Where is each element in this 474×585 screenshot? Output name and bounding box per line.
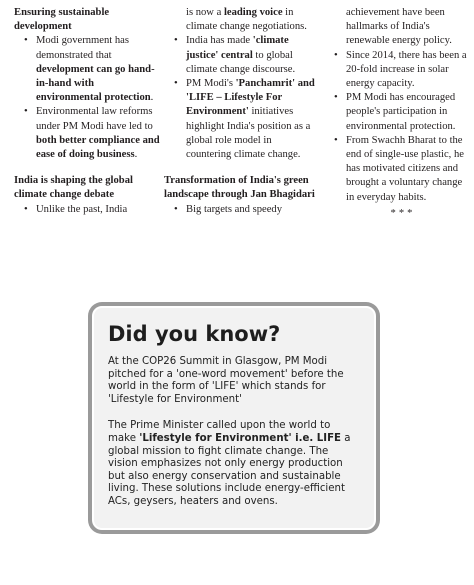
bullet-unlike-past-continued: is now a leading voice in climate change negotiations. [186, 7, 307, 33]
bullet-development-protection: • Modi government has demonstrated that development can go hand-in-hand with environmental protection. [14, 34, 160, 105]
bullet-big-targets: • Big targets and speedy [164, 203, 316, 217]
heading-green-landscape: Transformation of India's green landscape through Jan Bhagidari [164, 175, 315, 201]
bullet-list-1 [14, 34, 160, 162]
bullet-climate-justice: • India has made 'climate justice' central to global climate change discourse. [164, 34, 316, 77]
bullet-list-4 [164, 203, 316, 217]
bullet-unlike-past: • Unlike the past, India [14, 203, 160, 217]
column-3 [324, 6, 468, 221]
bullet-list-3 [164, 34, 316, 162]
column-2 [164, 6, 316, 217]
heading-climate-debate: India is shaping the global climate change debate [14, 175, 133, 201]
bullet-peoples-participation: • PM Modi has encouraged people's participation in environmental protection. [324, 91, 468, 134]
did-you-know-box [88, 302, 380, 534]
did-you-know-paragraph-2: The Prime Minister called upon the world to make 'Lifestyle for Environment' i.e. LIFE a global mission to fight climate change. The vision emphasizes not only energy production but also energy conservation and sustainable living. These solutions include energy-efficient ACs, geysers, heaters and ovens. [108, 420, 351, 507]
bullet-solar-capacity: • Since 2014, there has been a 20-fold increase in solar energy capacity. [324, 49, 468, 92]
bullet-list-5 [324, 49, 468, 205]
did-you-know-content [92, 306, 376, 530]
bullet-environmental-law: • Environmental law reforms under PM Modi have led to both better compliance and ease of doing business. [14, 105, 160, 162]
bullet-big-targets-continued: achievement have been hallmarks of India's renewable energy policy. [346, 7, 452, 47]
bullet-list-2 [14, 203, 160, 217]
column-1 [14, 6, 160, 217]
section-end-stars: *** [390, 207, 416, 219]
bullet-panchamrit-life: • PM Modi's 'Panchamrit' and 'LIFE – Lifestyle For Environment' initiatives highlight India's position as a global role model in countering climate change. [164, 77, 316, 162]
heading-sustainable-development: Ensuring sustainable development [14, 7, 110, 33]
bullet-swachh-bharat: • From Swachh Bharat to the end of single-use plastic, he has motivated citizens and brought a voluntary change in everyday habits. [324, 134, 468, 205]
did-you-know-title: Did you know? [108, 322, 281, 346]
did-you-know-paragraph-1: At the COP26 Summit in Glasgow, PM Modi pitched for a 'one-word movement' before the world in the form of 'LIFE' which stands for 'Lifestyle for Environment' [108, 356, 344, 405]
